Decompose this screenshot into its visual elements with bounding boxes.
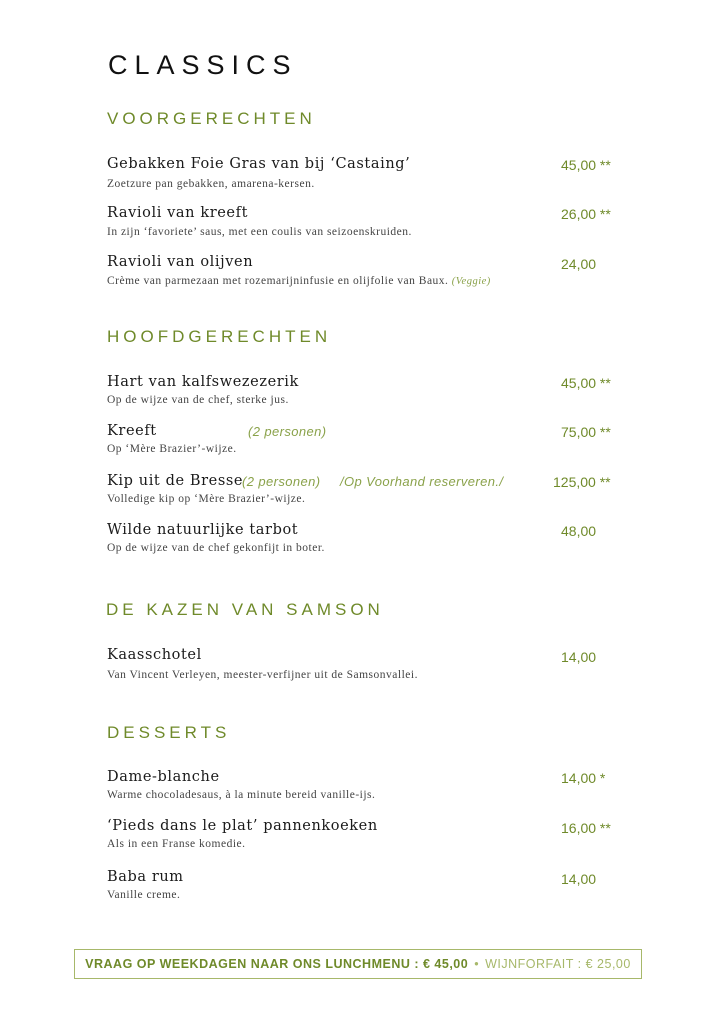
item-price: 45,00 **: [561, 157, 611, 173]
section-title-desserts: DESSERTS: [107, 723, 231, 742]
section-title-hoofdgerechten: HOOFDGERECHTEN: [107, 327, 332, 346]
item-description: In zijn ‘favoriete’ saus, met een coulis van seizoenskruiden.: [107, 226, 412, 238]
item-name: Dame-blanche: [107, 769, 220, 785]
item-name: Ravioli van kreeft: [107, 205, 248, 221]
page-title: CLASSICS: [108, 50, 298, 80]
item-description: Warme chocoladesaus, à la minute bereid vanille-ijs.: [107, 789, 376, 801]
wine-package-text: WIJNFORFAIT : € 25,00: [485, 957, 631, 971]
item-note: (2 personen): [242, 474, 321, 489]
item-description: Vanille creme.: [107, 889, 181, 901]
item-name: ‘Pieds dans le plat’ pannenkoeken: [107, 818, 378, 834]
item-description: [107, 275, 491, 287]
item-price: 16,00 **: [561, 820, 611, 836]
item-price: 14,00: [561, 871, 597, 887]
item-description: Op de wijze van de chef, sterke jus.: [107, 394, 289, 406]
item-description: Op de wijze van de chef gekonfijt in boter.: [107, 542, 325, 554]
item-price: 24,00: [561, 256, 597, 272]
item-name: Gebakken Foie Gras van bij ‘Castaing’: [107, 156, 411, 172]
item-name: Kreeft: [107, 423, 157, 439]
item-reservation-note: /Op Voorhand reserveren./: [340, 474, 504, 489]
item-description-text: Crème van parmezaan met rozemarijninfusie en olijfolie van Baux.: [107, 275, 449, 287]
item-name: Baba rum: [107, 869, 184, 885]
item-description: Van Vincent Verleyen, meester-verfijner uit de Samsonvallei.: [107, 669, 418, 681]
item-description: Zoetzure pan gebakken, amarena-kersen.: [107, 178, 315, 190]
section-title-voorgerechten: VOORGERECHTEN: [107, 109, 316, 128]
item-price: 45,00 **: [561, 375, 611, 391]
lunch-menu-text: VRAAG OP WEEKDAGEN NAAR ONS LUNCHMENU : € 45,00: [85, 957, 469, 971]
item-description: Volledige kip op ‘Mère Brazier’-wijze.: [107, 493, 306, 505]
item-price: 48,00: [561, 523, 597, 539]
item-name: Kip uit de Bresse: [107, 473, 244, 489]
item-name: Hart van kalfswezezerik: [107, 374, 299, 390]
item-price: 75,00 **: [561, 424, 611, 440]
item-description: Als in een Franse komedie.: [107, 838, 246, 850]
separator-dot: •: [474, 957, 480, 971]
item-name: Ravioli van olijven: [107, 254, 254, 270]
item-price: 14,00: [561, 649, 597, 665]
item-note: (2 personen): [248, 424, 327, 439]
item-description: Op ‘Mère Brazier’-wijze.: [107, 443, 237, 455]
item-name: Wilde natuurlijke tarbot: [107, 522, 299, 538]
item-price: 125,00 **: [553, 474, 611, 490]
item-name: Kaasschotel: [107, 647, 202, 663]
veggie-note: (Veggie): [451, 276, 491, 287]
item-price: 26,00 **: [561, 206, 611, 222]
item-price: 14,00 *: [561, 770, 606, 786]
lunch-menu-banner: [74, 949, 642, 979]
section-title-kazen: DE KAZEN VAN SAMSON: [106, 600, 384, 619]
